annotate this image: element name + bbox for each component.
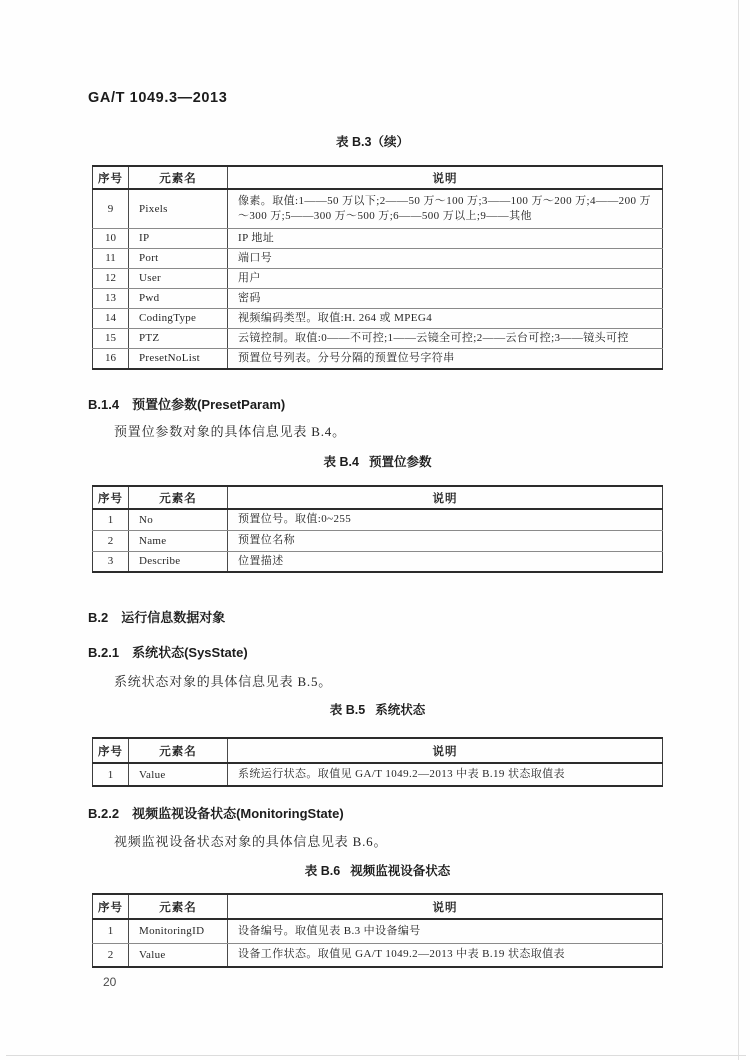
table-b5-header-row — [93, 738, 663, 763]
section-number: B.2.1 — [88, 645, 120, 660]
cell-name: No — [129, 509, 228, 530]
cell-no: 1 — [93, 509, 129, 530]
section-title: 视频监视设备状态(MonitoringState) — [132, 806, 344, 821]
cell-no: 1 — [107, 768, 114, 781]
section-number: B.2.2 — [88, 806, 120, 821]
table-b5 — [92, 737, 663, 787]
cell-no: 2 — [93, 530, 129, 551]
table-row — [93, 763, 663, 786]
paragraph-b2-2: 视频监视设备状态对象的具体信息见表 B.6。 — [114, 834, 388, 849]
col-header-name: 元素名 — [129, 166, 228, 189]
section-heading-b2-2 — [88, 803, 344, 822]
col-header-no: 序号 — [93, 166, 129, 189]
cell-no: 13 — [93, 288, 129, 308]
cell-name: User — [129, 268, 228, 288]
table-row — [93, 189, 663, 228]
table-row — [93, 308, 663, 328]
cell-desc: 设备工作状态。取值见 GA/T 1049.2—2013 中表 B.19 状态取值表 — [228, 943, 663, 967]
cell-no: 16 — [105, 352, 116, 364]
table-b4-header-row — [93, 486, 663, 509]
table-b6 — [92, 893, 663, 968]
table-b5-title-label: 表 B.5 — [329, 703, 366, 717]
section-number: B.2 — [88, 610, 109, 625]
paragraph-b1-4: 预置位参数对象的具体信息见表 B.4。 — [114, 424, 346, 439]
col-header-name: 元素名 — [129, 738, 228, 763]
cell-desc: 系统运行状态。取值见 GA/T 1049.2—2013 中表 B.19 状态取值表 — [228, 763, 663, 786]
cell-desc: 用户 — [228, 268, 663, 288]
cell-desc: 像素。取值:1——50 万以下;2——50 万～100 万;3——100 万～200 万;4——200 万～300 万;5——300 万～500 万;6——500 万以上;9——其他 — [228, 189, 663, 228]
table-row — [93, 530, 663, 551]
table-b5-title — [92, 700, 663, 718]
table-b5-title-text: 系统状态 — [375, 703, 426, 717]
cell-no: 11 — [93, 248, 129, 268]
table-b6-title-text: 视频监视设备状态 — [350, 864, 451, 878]
cell-no: 10 — [93, 228, 129, 248]
cell-desc: 视频编码类型。取值:H. 264 或 MPEG4 — [228, 308, 663, 328]
cell-no: 1 — [93, 919, 129, 943]
cell-no: 12 — [93, 268, 129, 288]
col-header-name: 元素名 — [129, 486, 228, 509]
page-edge-right — [738, 0, 739, 1060]
table-b3 — [92, 165, 663, 370]
table-row — [93, 509, 663, 530]
cell-name: MonitoringID — [129, 919, 228, 943]
table-b4-title — [92, 452, 663, 470]
cell-name: Name — [129, 530, 228, 551]
table-b4-title-label: 表 B.4 — [323, 455, 359, 469]
col-header-no: 序号 — [93, 486, 129, 509]
page-number: 20 — [103, 975, 117, 989]
table-b6-header-row — [93, 894, 663, 919]
section-heading-b1-4 — [88, 394, 285, 413]
cell-no: 3 — [107, 555, 114, 568]
table-b3-title — [92, 132, 663, 150]
col-header-desc: 说明 — [228, 738, 663, 763]
table-row — [93, 943, 663, 967]
section-title: 系统状态(SysState) — [132, 645, 248, 660]
table-row — [93, 328, 663, 348]
table-row — [93, 551, 663, 572]
table-b3-header-row — [93, 166, 663, 189]
table-row — [93, 919, 663, 943]
col-header-name: 元素名 — [129, 894, 228, 919]
col-header-no: 序号 — [93, 894, 129, 919]
cell-desc: 密码 — [228, 288, 663, 308]
cell-name: Value — [129, 943, 228, 967]
cell-name: Port — [129, 248, 228, 268]
table-row — [93, 288, 663, 308]
table-b3-title-label: 表 B.3（续） — [336, 135, 409, 149]
cell-name: IP — [129, 228, 228, 248]
cell-desc: 预置位号。取值:0~255 — [228, 509, 663, 530]
cell-no: 14 — [93, 308, 129, 328]
cell-name: Pixels — [129, 189, 228, 228]
cell-name: Describe — [129, 551, 228, 572]
cell-no: 9 — [93, 189, 129, 228]
cell-desc: 端口号 — [228, 248, 663, 268]
table-b4 — [92, 485, 663, 573]
table-row — [93, 268, 663, 288]
section-heading-b2-1 — [88, 642, 248, 661]
paragraph-b2-1: 系统状态对象的具体信息见表 B.5。 — [114, 674, 333, 689]
standard-number: GA/T 1049.3—2013 — [88, 90, 228, 106]
cell-name: Pwd — [129, 288, 228, 308]
section-heading-b2 — [88, 607, 225, 626]
col-header-desc: 说明 — [228, 486, 663, 509]
cell-desc: 位置描述 — [228, 551, 663, 572]
table-row — [93, 248, 663, 268]
table-b6-title-label: 表 B.6 — [304, 864, 341, 878]
section-title: 预置位参数(PresetParam) — [132, 397, 286, 412]
cell-name: CodingType — [129, 308, 228, 328]
col-header-desc: 说明 — [228, 894, 663, 919]
cell-name: Value — [129, 763, 228, 786]
section-title: 运行信息数据对象 — [121, 610, 226, 625]
cell-desc: IP 地址 — [228, 228, 663, 248]
cell-name: PresetNoList — [129, 348, 228, 369]
cell-desc: 预置位名称 — [228, 530, 663, 551]
cell-name: PTZ — [129, 328, 228, 348]
cell-desc: 设备编号。取值见表 B.3 中设备编号 — [228, 919, 663, 943]
cell-desc: 云镜控制。取值:0——不可控;1——云镜全可控;2——云台可控;3——镜头可控 — [228, 328, 663, 348]
table-b4-title-text: 预置位参数 — [368, 455, 432, 469]
page-edge-bottom — [6, 1055, 746, 1056]
col-header-no: 序号 — [93, 738, 129, 763]
table-b6-title — [92, 861, 663, 879]
col-header-desc: 说明 — [228, 166, 663, 189]
cell-no: 2 — [107, 948, 114, 961]
cell-no: 15 — [93, 328, 129, 348]
section-number: B.1.4 — [88, 397, 120, 412]
table-row — [93, 228, 663, 248]
cell-desc: 预置位号列表。分号分隔的预置位号字符串 — [228, 348, 663, 369]
table-row — [93, 348, 663, 369]
